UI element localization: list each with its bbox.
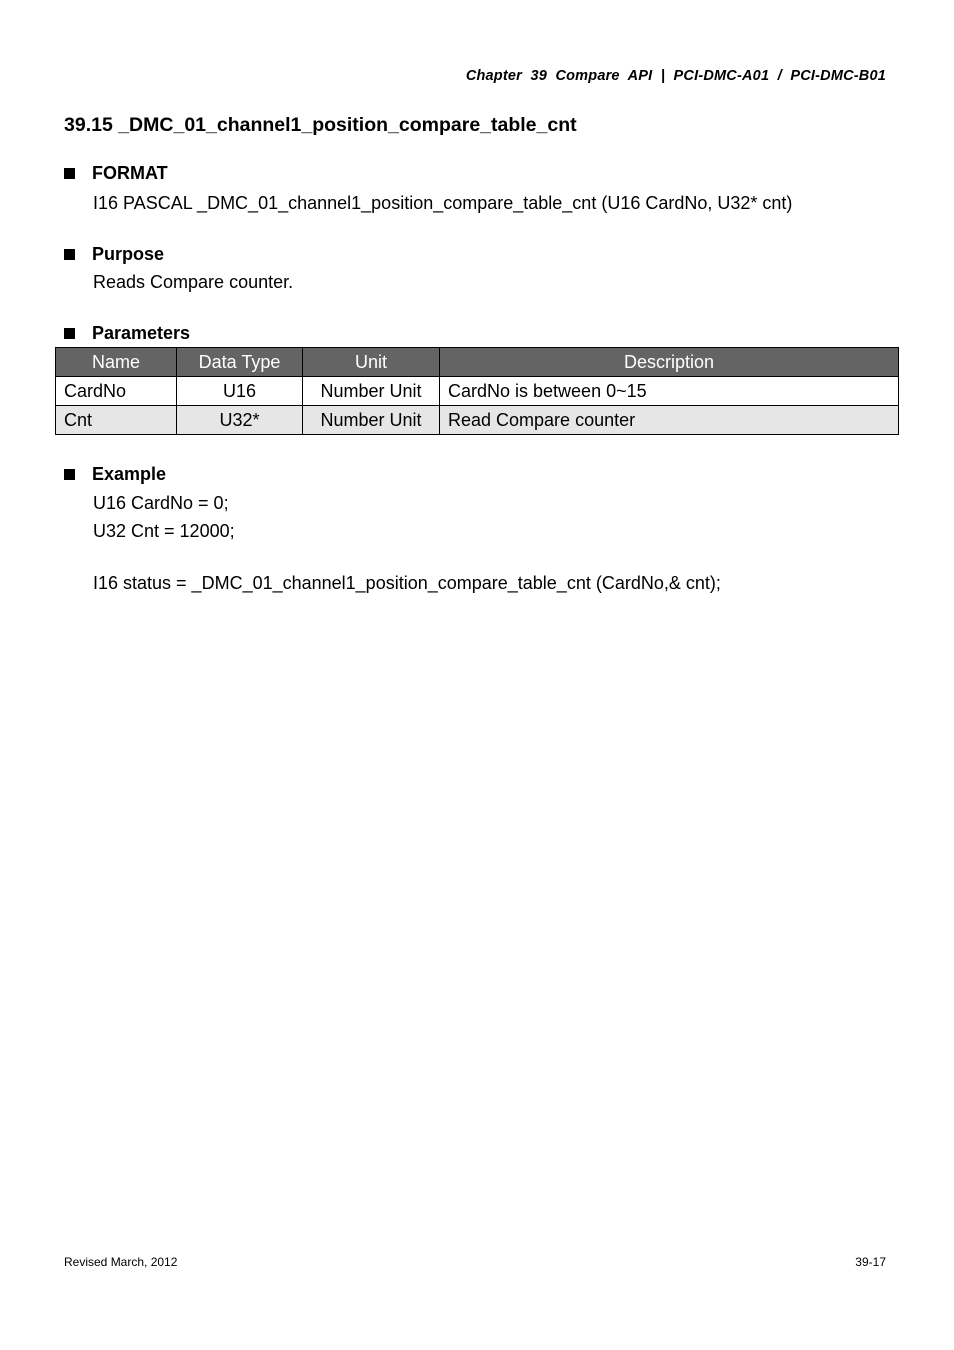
column-header-unit: Unit [303, 348, 440, 377]
cell-unit: Number Unit [303, 377, 440, 406]
bullet-square-icon [64, 469, 75, 480]
parameters-table [55, 347, 899, 435]
example-line: U16 CardNo = 0; [93, 493, 229, 513]
example-line: I16 status = _DMC_01_channel1_position_compare_table_cnt (CardNo,& cnt); [93, 573, 721, 593]
page-header: Chapter 39 Compare API | PCI-DMC-A01 / PCI-DMC-B01 [465, 68, 886, 84]
cell-name: Cnt [56, 406, 177, 435]
cell-description: Read Compare counter [440, 406, 899, 435]
table-row [56, 377, 899, 406]
cell-name: CardNo [56, 377, 177, 406]
table-row [56, 406, 899, 435]
column-header-data-type: Data Type [177, 348, 303, 377]
column-header-description: Description [440, 348, 899, 377]
example-line: U32 Cnt = 12000; [93, 521, 235, 541]
column-header-name: Name [56, 348, 177, 377]
format-heading [64, 163, 168, 184]
cell-data-type: U32* [177, 406, 303, 435]
cell-description: CardNo is between 0~15 [440, 377, 899, 406]
cell-unit: Number Unit [303, 406, 440, 435]
footer-revision: Revised March, 2012 [64, 1255, 178, 1269]
parameters-heading-label: Parameters [92, 323, 191, 343]
purpose-heading-label: Purpose [92, 244, 165, 264]
bullet-square-icon [64, 168, 75, 179]
purpose-text: Reads Compare counter. [93, 272, 294, 292]
section-title: 39.15 _DMC_01_channel1_position_compare_table_cnt [64, 114, 577, 136]
example-heading-label: Example [92, 464, 167, 484]
cell-data-type: U16 [177, 377, 303, 406]
footer-page-number: 39-17 [855, 1255, 886, 1269]
example-heading [64, 464, 166, 485]
bullet-square-icon [64, 328, 75, 339]
parameters-heading [64, 323, 190, 344]
bullet-square-icon [64, 249, 75, 260]
format-signature: I16 PASCAL _DMC_01_channel1_position_compare_table_cnt (U16 CardNo, U32* cnt) [93, 193, 793, 213]
table-header-row [56, 348, 899, 377]
format-heading-label: FORMAT [92, 163, 168, 183]
purpose-heading [64, 244, 164, 265]
